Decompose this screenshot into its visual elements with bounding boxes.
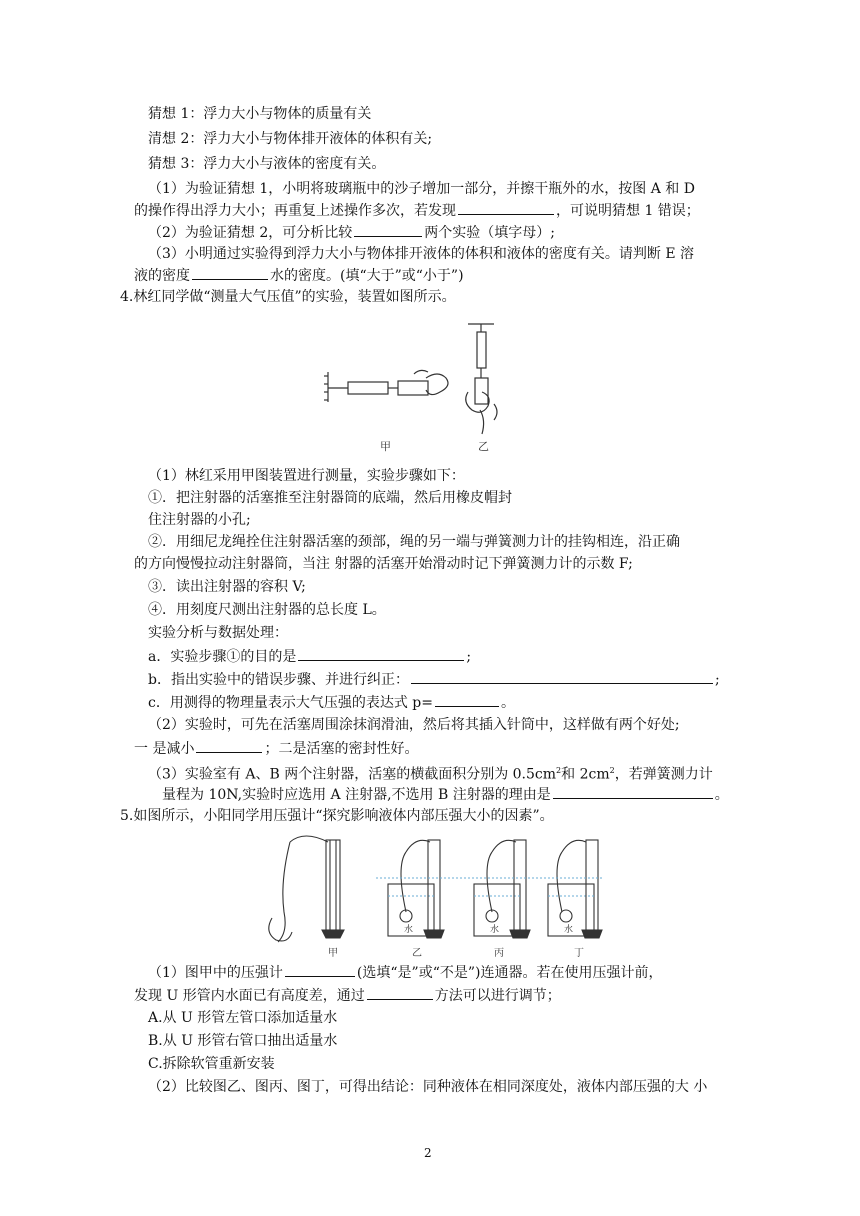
text: 的操作得出浮力大小；再重复上述操作多次，若发现 <box>134 203 456 219</box>
answer-blank[interactable] <box>298 646 464 661</box>
answer-blank[interactable] <box>553 784 713 799</box>
text: 发现 U 形管内水面已有高度差，通过 <box>134 988 365 1004</box>
question-4-title: 4.林红同学做“测量大气压值”的实验，装置如图所示。 <box>120 289 456 305</box>
figure-label-bing: 丙 <box>494 948 504 959</box>
answer-blank[interactable] <box>354 222 422 237</box>
q4-part3-a <box>148 761 713 785</box>
step3-line-a: （3）小明通过实验得到浮力大小与物体排开液体的体积和液体的密度有关。请判断 E 溶 <box>148 246 695 262</box>
figure-label-ding: 丁 <box>574 948 584 959</box>
step2-line <box>148 222 555 243</box>
text: (选填“是”或“不是”)连通器。若在使用压强计前， <box>356 965 663 981</box>
q5-option-b: B.从 U 形管右管口抽出适量水 <box>148 1033 338 1049</box>
text: ; <box>466 649 472 665</box>
text: 水的密度。(填“大于”或“小于”) <box>270 268 464 284</box>
superscript: 2 <box>556 766 562 775</box>
q4-analysis: 实验分析与数据处理： <box>148 625 288 641</box>
answer-blank[interactable] <box>435 692 499 707</box>
step1-line-b <box>134 200 700 221</box>
text: b．指出实验中的错误步骤、并进行纠正： <box>148 672 409 688</box>
q4-part1: （1）林红采用甲图装置进行测量，实验步骤如下： <box>148 468 465 484</box>
pressure-gauge-figure <box>266 832 606 962</box>
q4-part2-b <box>134 738 418 759</box>
q5-part1-a <box>148 962 662 983</box>
answer-blank[interactable] <box>367 985 433 1000</box>
superscript: 2 <box>609 766 615 775</box>
text: 。 <box>714 787 729 803</box>
text: a．实验步骤①的目的是 <box>148 649 297 665</box>
figure-label-jia: 甲 <box>380 440 391 453</box>
q5-part1-b <box>134 985 561 1006</box>
text: 一 是减小 <box>134 741 195 757</box>
q4-step1-b: 住注射器的小孔; <box>148 512 251 528</box>
q4-a <box>148 646 471 667</box>
q4-part3-b <box>162 784 729 805</box>
text: 两个实验（填字母）; <box>424 225 555 241</box>
text: ；二是活塞的密封性好。 <box>264 741 419 757</box>
answer-blank[interactable] <box>411 669 713 684</box>
step1-line-a: （1）为验证猜想 1，小明将玻璃瓶中的沙子增加一部分，并擦干瓶外的水，按图 A 和 D <box>148 181 695 197</box>
answer-blank[interactable] <box>192 265 268 280</box>
q4-step2-a: ②．用细尼龙绳拴住注射器活塞的颈部，绳的另一端与弹簧测力计的挂钩相连，沿正确 <box>148 534 680 550</box>
text: ; <box>714 672 720 688</box>
text: 液的密度 <box>134 268 190 284</box>
q4-step4: ④．用刻度尺测出注射器的总长度 L。 <box>148 602 386 618</box>
text: （3）实验室有 A、B 两个注射器，活塞的横截面积分别为 0.5cm <box>148 766 557 783</box>
text: （1）图甲中的压强计 <box>148 965 283 981</box>
syringe-figure <box>318 318 518 458</box>
answer-blank[interactable] <box>458 200 554 215</box>
figure-label-yi: 乙 <box>478 440 489 453</box>
q4-b <box>148 669 720 690</box>
text: 量程为 10N,实验时应选用 A 注射器,不选用 B 注射器的理由是 <box>162 787 551 803</box>
q4-step2-b: 的方向慢慢拉动注射器筒，当注 射器的活塞开始滑动时记下弹簧测力计的示数 F; <box>134 556 633 572</box>
q4-c <box>148 692 515 713</box>
answer-blank[interactable] <box>285 962 355 977</box>
water-label: 水 <box>404 925 414 935</box>
guess-3: 猜想 3：浮力大小与液体的密度有关。 <box>148 156 386 172</box>
text: ，若弹簧测力计 <box>614 766 713 783</box>
figure-label-jia: 甲 <box>328 948 338 959</box>
text: 和 2cm <box>561 766 610 783</box>
q5-part2: （2）比较图乙、图丙、图丁，可得出结论：同种液体在相同深度处，液体内部压强的大 小 <box>148 1079 708 1095</box>
q5-option-a: A.从 U 形管左管口添加适量水 <box>148 1010 338 1026</box>
text: c．用测得的物理量表示大气压强的表达式 p= <box>148 695 433 711</box>
text: 。 <box>500 695 515 711</box>
water-label: 水 <box>564 925 574 935</box>
q5-option-c: C.拆除软管重新安装 <box>148 1056 275 1072</box>
guess-2: 清想 2：浮力大小与物体排开液体的体积有关; <box>148 131 433 147</box>
text: ，可说明猜想 1 错误； <box>556 203 700 219</box>
figure-label-yi: 乙 <box>412 948 422 959</box>
question-5-title: 5.如图所示，小阳同学用压强计“探究影响液体内部压强大小的因素”。 <box>120 808 554 824</box>
water-label: 水 <box>490 925 500 935</box>
q4-step3: ③．读出注射器的容积 V; <box>148 579 306 595</box>
q4-part2-a: （2）实验时，可先在活塞周围涂抹润滑油，然后将其插入针筒中，这样做有两个好处; <box>148 717 680 733</box>
q4-step1-a: ①．把注射器的活塞推至注射器筒的底端，然后用橡皮帽封 <box>148 490 512 506</box>
answer-blank[interactable] <box>196 738 262 753</box>
text: （2）为验证猜想 2，可分析比较 <box>148 225 353 241</box>
page-number: 2 <box>424 1146 432 1160</box>
guess-1: 猜想 1：浮力大小与物体的质量有关 <box>148 106 372 122</box>
text: 方法可以进行调节； <box>434 988 561 1004</box>
step3-line-b <box>134 265 464 286</box>
